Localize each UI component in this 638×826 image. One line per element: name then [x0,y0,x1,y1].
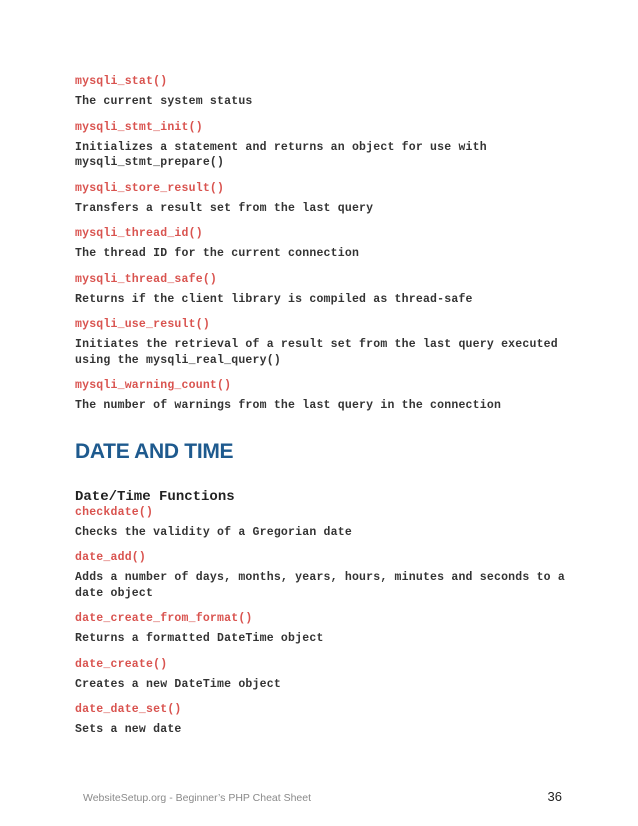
function-description: Transfers a result set from the last query [75,201,374,215]
mysqli-function-list [75,74,565,414]
function-name: date_date_set() [75,703,182,716]
function-entry [75,702,565,738]
datetime-function-list [75,505,565,738]
function-entry [75,550,565,601]
function-name: mysqli_thread_id() [75,227,203,240]
function-description: Adds a number of days, months, years, hours, minutes and seconds to a date object [75,571,565,600]
function-description: The current system status [75,95,253,108]
function-entry [75,226,565,262]
footer-source: WebsiteSetup.org - Beginner’s PHP Cheat Sheet [83,792,312,804]
function-description: Returns a formatted DateTime object [75,632,324,645]
function-entry [75,611,565,647]
function-name: date_add() [75,551,147,564]
function-description: Returns if the client library is compiled as thread-safe [75,292,473,306]
function-name: mysqli_store_result() [75,181,225,195]
function-description: Checks the validity of a Gregorian date [75,525,352,539]
function-name: date_create() [75,657,168,671]
function-name: mysqli_stmt_init() [75,120,203,134]
function-name: mysqli_stat() [75,75,168,88]
function-entry [75,378,565,414]
function-description: Creates a new DateTime object [75,677,281,691]
section-subtitle: Date/Time Functions [75,488,235,505]
function-entry [75,74,565,110]
function-description: The number of warnings from the last query in the connection [75,399,502,412]
function-name: mysqli_warning_count() [75,379,232,392]
page-content [75,74,565,748]
function-name: date_create_from_format() [75,612,253,625]
function-entry [75,317,565,368]
function-description: Initializes a statement and returns an object for use with mysqli_stmt_prepare() [75,140,487,169]
function-description: Sets a new date [75,723,182,736]
function-entry [75,657,565,693]
function-entry [75,272,565,308]
function-name: mysqli_use_result() [75,318,210,331]
page-number: 36 [547,789,562,804]
function-entry [75,120,565,171]
function-entry [75,505,565,541]
function-name: mysqli_thread_safe() [75,272,218,286]
function-description: The thread ID for the current connection [75,247,360,260]
section-title: DATE AND TIME [75,439,234,463]
function-name: checkdate() [75,505,154,519]
function-description: Initiates the retrieval of a result set from the last query executed using the mysqli_real_query() [75,338,558,367]
function-entry [75,181,565,217]
